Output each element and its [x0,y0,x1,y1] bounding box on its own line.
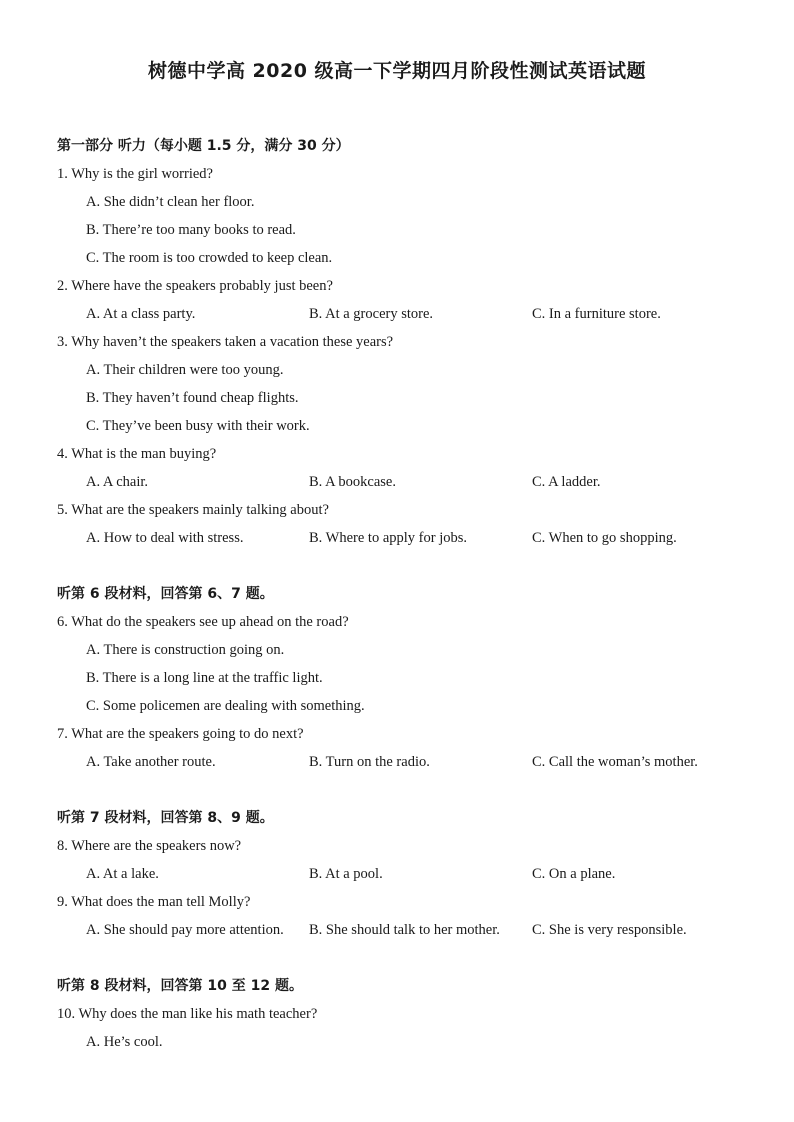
q8-option-b: B. At a pool. [309,866,383,882]
q3-option-a: A. Their children were too young. [86,362,284,378]
q9-options [0,920,794,940]
q3-option-b: B. They haven’t found cheap flights. [86,390,299,406]
question-3: 3. Why haven’t the speakers taken a vacation these years? [57,334,394,350]
question-9: 9. What does the man tell Molly? [57,894,251,910]
q1-option-c: C. The room is too crowded to keep clean. [86,250,333,266]
q8-option-a: A. At a lake. [86,866,159,882]
q7-option-b: B. Turn on the radio. [309,754,430,770]
q6-option-c: C. Some policemen are dealing with something. [86,698,365,714]
q2-options [0,304,794,324]
q3-option-c: C. They’ve been busy with their work. [86,418,310,434]
q4-option-b: B. A bookcase. [309,474,396,490]
q2-option-a: A. At a class party. [86,306,196,322]
q9-option-c: C. She is very responsible. [532,922,687,938]
q4-options [0,472,794,492]
q5-options [0,528,794,548]
q7-options [0,752,794,772]
q5-option-b: B. Where to apply for jobs. [309,530,467,546]
q8-options [0,864,794,884]
question-5: 5. What are the speakers mainly talking about? [57,502,329,518]
question-4: 4. What is the man buying? [57,446,217,462]
question-7: 7. What are the speakers going to do next? [57,726,304,742]
q9-option-b: B. She should talk to her mother. [309,922,500,938]
q4-option-a: A. A chair. [86,474,149,490]
q7-option-a: A. Take another route. [86,754,216,770]
question-6: 6. What do the speakers see up ahead on the road? [57,614,349,630]
section-heading-8: 听第 8 段材料，回答第 10 至 12 题。 [57,978,303,994]
q6-option-b: B. There is a long line at the traffic light. [86,670,323,686]
q9-option-a: A. She should pay more attention. [86,922,284,938]
q2-option-b: B. At a grocery store. [309,306,434,322]
question-8: 8. Where are the speakers now? [57,838,242,854]
page-title: 树德中学高 2020 级高一下学期四月阶段性测试英语试题 [147,60,647,82]
question-1: 1. Why is the girl worried? [57,166,213,182]
q8-option-c: C. On a plane. [532,866,616,882]
q5-option-c: C. When to go shopping. [532,530,677,546]
q5-option-a: A. How to deal with stress. [86,530,244,546]
section-heading-part1: 第一部分 听力（每小题 1.5 分，满分 30 分） [57,138,350,154]
q1-option-b: B. There’re too many books to read. [86,222,296,238]
q1-option-a: A. She didn’t clean her floor. [86,194,255,210]
q6-option-a: A. There is construction going on. [86,642,285,658]
q10-option-a: A. He’s cool. [86,1034,163,1050]
q2-option-c: C. In a furniture store. [532,306,661,322]
section-heading-6: 听第 6 段材料，回答第 6、7 题。 [57,586,274,602]
q4-option-c: C. A ladder. [532,474,601,490]
section-heading-7: 听第 7 段材料，回答第 8、9 题。 [57,810,274,826]
question-10: 10. Why does the man like his math teacher? [57,1006,318,1022]
question-2: 2. Where have the speakers probably just been? [57,278,333,294]
q7-option-c: C. Call the woman’s mother. [532,754,698,770]
